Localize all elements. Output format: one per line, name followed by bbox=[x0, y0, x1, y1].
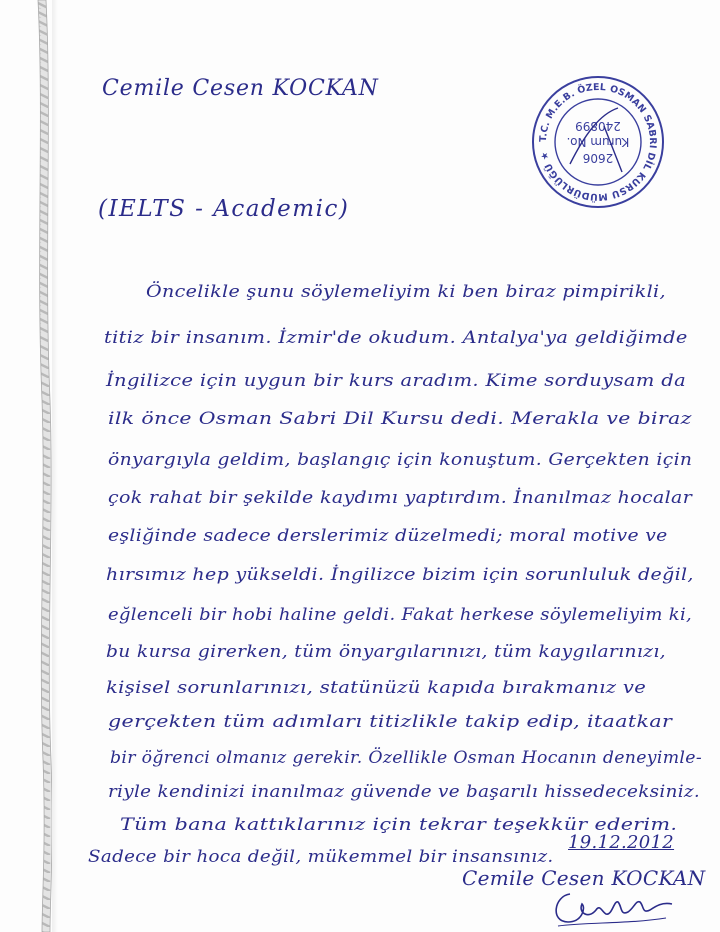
letter-line: bir öğrenci olmanız gerekir. Özellikle Osman Hocanın deneyimle- bbox=[110, 748, 702, 767]
letter-date: 19.12.2012 bbox=[568, 832, 675, 853]
stamp-institution-number: 240899 bbox=[575, 119, 621, 133]
paper-fold-shadow bbox=[52, 0, 58, 932]
letter-line: hırsımız hep yükseldi. İngilizce bizim için sorunluluk değil, bbox=[106, 565, 694, 584]
letter-line: önyargıyla geldim, başlangıç için konuştum. Gerçekten için bbox=[108, 450, 693, 469]
school-stamp bbox=[530, 74, 666, 210]
letter-line: Tüm bana kattıklarınız için tekrar teşekkür ederim. bbox=[120, 815, 678, 834]
stamp-ring-text: T.C. M.E.B. ÖZEL OSMAN SABRI DİL KURSU MÜDÜRLÜĞÜ ★ bbox=[537, 81, 659, 203]
binding-cord bbox=[30, 0, 52, 932]
stamp-institution-label: Kurum No. bbox=[566, 135, 630, 149]
letter-line: titiz bir insanım. İzmir'de okudum. Antalya'ya geldiğimde bbox=[104, 328, 688, 347]
author-name: Cemile Cesen KOCKAN bbox=[102, 76, 379, 101]
letter-line: ilk önce Osman Sabri Dil Kursu dedi. Merakla ve biraz bbox=[108, 409, 692, 428]
letter-line: gerçekten tüm adımları titizlikle takip edip, itaatkar bbox=[108, 712, 673, 731]
letter-line: Sadece bir hoca değil, mükemmel bir insansınız. bbox=[88, 847, 554, 866]
letter-line: kişisel sorunlarınızı, statünüzü kapıda bırakmanız ve bbox=[106, 678, 647, 697]
stamp-number: 2606 bbox=[582, 151, 614, 165]
letter-line: Öncelikle şunu söylemeliyim ki ben biraz pimpirikli, bbox=[146, 282, 666, 301]
letter-line: çok rahat bir şekilde kaydımı yaptırdım. İnanılmaz hocalar bbox=[108, 488, 693, 507]
letter-line: bu kursa girerken, tüm önyargılarınızı, tüm kaygılarınızı, bbox=[106, 642, 666, 661]
handwritten-signature bbox=[548, 882, 678, 932]
letter-line: eğlenceli bir hobi haline geldi. Fakat herkese söylemeliyim ki, bbox=[108, 605, 693, 624]
letter-line: riyle kendinizi inanılmaz güvende ve başarılı hissedeceksiniz. bbox=[108, 782, 701, 801]
signature-name: Cemile Cesen KOCKAN bbox=[462, 866, 706, 890]
letter-line: eşliğinde sadece derslerimiz düzelmedi; moral motive ve bbox=[108, 526, 668, 545]
exam-type: (IELTS - Academic) bbox=[98, 196, 350, 222]
letter-line: İngilizce için uygun bir kurs aradım. Kime sorduysam da bbox=[106, 371, 687, 390]
